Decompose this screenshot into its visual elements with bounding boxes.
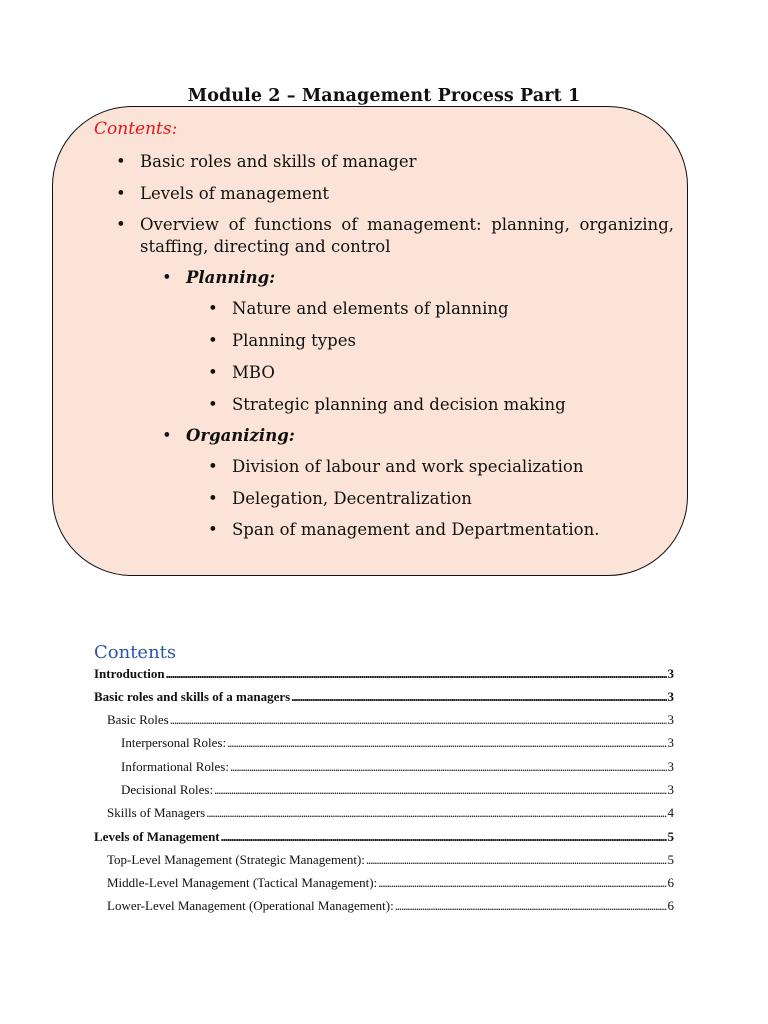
toc-entry-page: 3 (667, 689, 674, 704)
outline-item-text: Overview of functions of management: planning, organizing, staffing, directing and control (140, 215, 674, 256)
toc-dot-leader (291, 689, 666, 705)
toc-dot-leader (395, 898, 667, 914)
outline-subitem (208, 362, 672, 384)
bullet-icon: • (116, 215, 126, 234)
toc-dot-leader (221, 829, 667, 845)
toc-entry-title: Top-Level Management (Strategic Management): (107, 852, 365, 867)
toc-entry-page: 3 (667, 782, 674, 797)
toc-entry-page: 3 (667, 735, 674, 750)
bullet-icon: • (116, 152, 126, 171)
outline-item-text: Basic roles and skills of manager (140, 152, 417, 171)
bullet-icon: • (208, 457, 218, 476)
toc-entry-title: Skills of Managers (107, 805, 206, 820)
bullet-icon: • (208, 363, 218, 382)
toc-entry-page: 5 (667, 852, 674, 867)
toc-entry-informational-roles[interactable] (121, 759, 674, 777)
toc-entry-lower-level-management[interactable] (107, 898, 674, 916)
outline-item (116, 214, 674, 258)
toc-dot-leader (366, 852, 667, 868)
toc-entry-page: 3 (667, 666, 674, 681)
outline-item (116, 183, 674, 205)
bullet-icon: • (208, 489, 218, 508)
outline-subitem-text: Nature and elements of planning (232, 299, 509, 318)
bullet-icon: • (116, 184, 126, 203)
toc-entry-title: Introduction (94, 666, 165, 681)
module-title: Module 2 – Management Process Part 1 (187, 86, 581, 106)
toc-dot-leader (227, 735, 666, 751)
toc-entry-title: Middle-Level Management (Tactical Management): (107, 875, 378, 890)
outline-subitem (208, 394, 672, 416)
outline-subitem-text: Strategic planning and decision making (232, 395, 566, 414)
outline-subitem-text: Span of management and Departmentation. (232, 520, 600, 539)
outline-subheading-text: Organizing: (186, 426, 295, 445)
toc-entry-title: Basic roles and skills of a managers (94, 689, 291, 704)
bullet-icon: • (208, 395, 218, 414)
toc-dot-leader (378, 875, 666, 891)
toc-entry-page: 4 (667, 805, 674, 820)
toc-entry-page: 3 (667, 759, 674, 774)
outline-subheading-text: Planning: (186, 268, 276, 287)
outline-subitem (208, 456, 672, 478)
toc-entry-title: Lower-Level Management (Operational Management): (107, 898, 394, 913)
outline-subheading-organizing (162, 425, 666, 447)
outline-item (116, 151, 674, 173)
toc-dot-leader (206, 805, 666, 821)
toc-dot-leader (230, 759, 667, 775)
outline-subitem-text: MBO (232, 363, 275, 382)
bullet-icon: • (208, 299, 218, 318)
toc-dot-leader (214, 782, 666, 798)
toc-entry-title: Levels of Management (94, 829, 220, 844)
toc-entry-levels-of-management[interactable] (94, 829, 674, 847)
outline-item-text: Levels of management (140, 184, 330, 203)
contents-box-heading: Contents: (94, 119, 178, 139)
outline-subheading-planning (162, 267, 666, 289)
toc-entry-decisional-roles[interactable] (121, 782, 674, 800)
outline-subitem-text: Division of labour and work specialization (232, 457, 584, 476)
toc-entry-basic-roles-and-skills[interactable] (94, 689, 674, 707)
outline-subitem (208, 330, 672, 352)
toc-entry-title: Informational Roles: (121, 759, 229, 774)
toc-entry-middle-level-management[interactable] (107, 875, 674, 893)
outline-subitem-text: Planning types (232, 331, 356, 350)
toc-entry-page: 5 (667, 829, 674, 844)
toc-entry-page: 6 (667, 875, 674, 890)
toc-dot-leader (166, 666, 667, 682)
outline-subitem (208, 298, 672, 320)
bullet-icon: • (208, 520, 218, 539)
toc-entry-top-level-management[interactable] (107, 852, 674, 870)
bullet-icon: • (162, 268, 172, 287)
toc-entry-skills-of-managers[interactable] (107, 805, 674, 823)
outline-subitem (208, 519, 672, 541)
toc-entry-introduction[interactable] (94, 666, 674, 684)
toc-entry-interpersonal-roles[interactable] (121, 735, 674, 753)
toc-dot-leader (170, 712, 667, 728)
bullet-icon: • (162, 426, 172, 445)
toc-entry-page: 6 (667, 898, 674, 913)
outline-subitem-text: Delegation, Decentralization (232, 489, 472, 508)
toc-heading: Contents (94, 642, 177, 663)
toc-entry-title: Interpersonal Roles: (121, 735, 227, 750)
toc-entry-title: Decisional Roles: (121, 782, 214, 797)
outline-subitem (208, 488, 672, 510)
bullet-icon: • (208, 331, 218, 350)
toc-entry-title: Basic Roles (107, 712, 169, 727)
toc-entry-basic-roles[interactable] (107, 712, 674, 730)
toc-entry-page: 3 (667, 712, 674, 727)
